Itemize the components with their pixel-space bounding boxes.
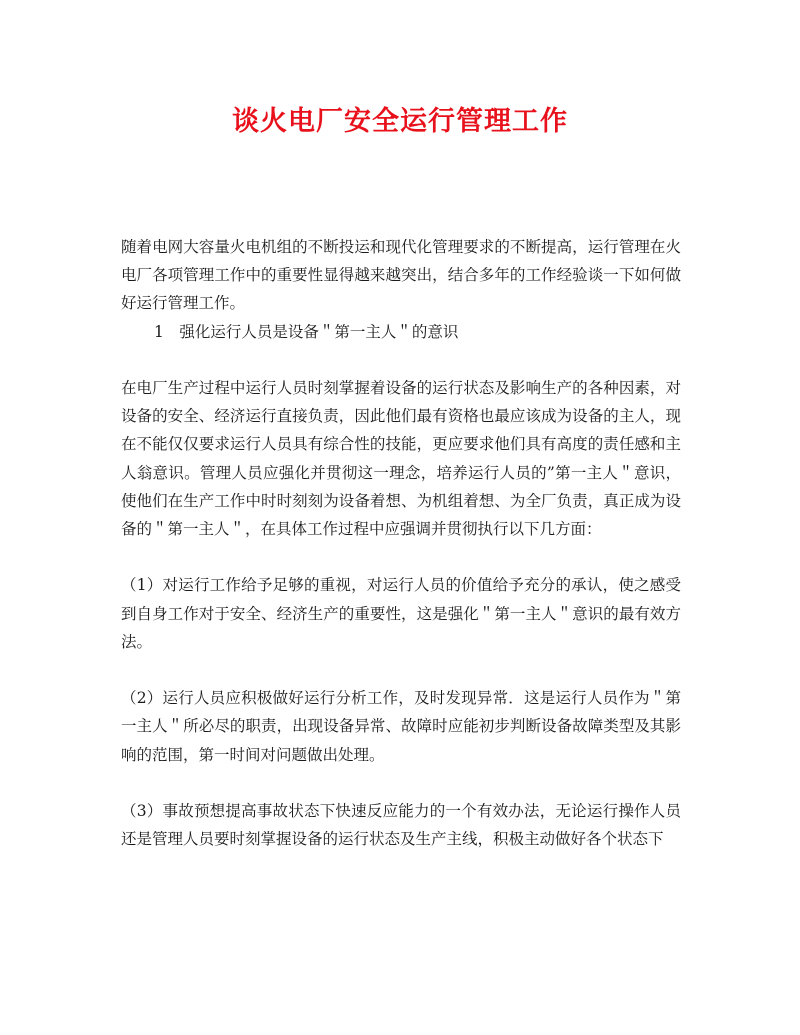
list-item-1: （1）对运行工作给予足够的重视，对运行人员的价值给予充分的承认，使之感受到自身工作对于安全、经济生产的重要性，这是强化＂第一主人＂意识的最有效方法。 — [121, 576, 681, 651]
list-item-2: （2）运行人员应积极做好运行分析工作，及时发现异常．这是运行人员作为＂第一主人＂所必尽的职责，出现设备异常、故障时应能初步判断设备故障类型及其影响的范围，第一时间对问题做出处理。 — [121, 689, 681, 764]
paragraph-gap — [121, 346, 681, 374]
section-heading-1: 1 强化运行人员是设备＂第一主人＂的意识 — [154, 322, 459, 341]
paragraph-gap — [121, 543, 681, 571]
list-item-3: （3）事故预想提高事故状态下快速反应能力的一个有效办法，无论运行操作人员还是管理人员要时刻掌握设备的运行状态及生产主线，积极主动做好各个状态下 — [121, 802, 681, 849]
document-body — [121, 233, 681, 853]
paragraph-gap — [121, 656, 681, 684]
paragraph-gap — [121, 769, 681, 797]
document-title: 谈火电厂安全运行管理工作 — [232, 106, 568, 137]
intro-paragraph: 随着电网大容量火电机组的不断投运和现代化管理要求的不断提高，运行管理在火电厂各项管理工作中的重要性显得越来越突出，结合多年的工作经验谈一下如何做好运行管理工作。 — [121, 238, 681, 313]
section1-paragraph: 在电厂生产过程中运行人员时刻掌握着设备的运行状态及影响生产的各种因素，对设备的安全、经济运行直接负责，因此他们最有资格也最应该成为设备的主人，现在不能仅仅要求运行人员具有综合性的技能，更应要求他们具有高度的责任感和主人翁意识。管理人员应强化并贯彻这一理念，培养运行人员的”第一主人＂意识，使他们在生产工作中时时刻刻为设备着想、为机组着想、为全厂负责，真正成为设备的＂第一主人＂，在具体工作过程中应强调并贯彻执行以下几方面： — [121, 379, 681, 539]
